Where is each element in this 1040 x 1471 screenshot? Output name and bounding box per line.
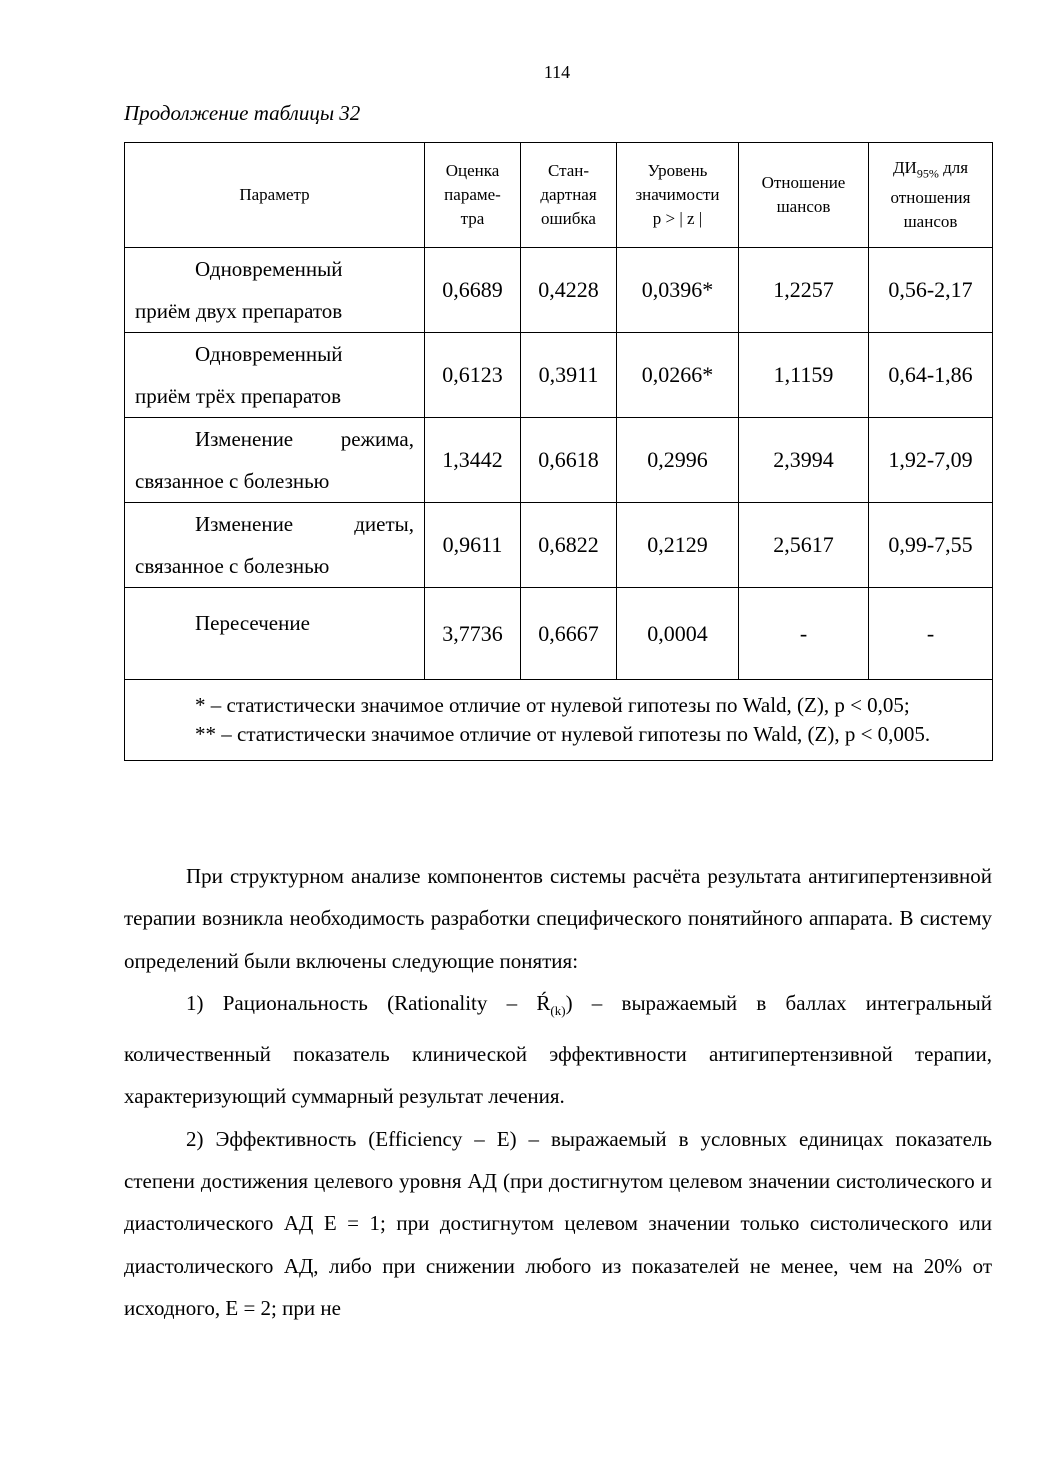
table-row xyxy=(125,588,993,680)
odds-cell: 2,3994 xyxy=(739,418,869,503)
header-significance: Уровень значимости p > | z | xyxy=(617,143,739,248)
ci-cell: 0,56-2,17 xyxy=(869,248,993,333)
pvalue-cell: 0,0266* xyxy=(617,333,739,418)
note-significance-005: * – статистически значимое отличие от нулевой гипотезы по Wald, (Z), p < 0,05; xyxy=(195,693,910,717)
body-text xyxy=(124,855,992,1330)
page-number: 114 xyxy=(543,62,571,82)
table-row xyxy=(125,333,993,418)
header-confidence-interval: $ДИ_{95\%}$ для отношения шансов xyxy=(869,143,993,248)
results-table xyxy=(124,142,993,761)
estimate-cell: 3,7736 xyxy=(425,588,521,680)
odds-cell: - xyxy=(739,588,869,680)
estimate-cell: 0,6123 xyxy=(425,333,521,418)
odds-cell: 1,2257 xyxy=(739,248,869,333)
stderr-cell: 0,4228 xyxy=(521,248,617,333)
ci-cell: 0,64-1,86 xyxy=(869,333,993,418)
pvalue-cell: 0,2129 xyxy=(617,503,739,588)
header-row xyxy=(125,143,993,248)
header-odds-ratio: Отношение шансов xyxy=(739,143,869,248)
param-cell: Изменение диеты, связанное с болезнью xyxy=(125,503,425,588)
ci-cell: - xyxy=(869,588,993,680)
stderr-cell: 0,6667 xyxy=(521,588,617,680)
table-row xyxy=(125,503,993,588)
estimate-cell: 0,6689 xyxy=(425,248,521,333)
paragraph-rationality: 1) Рациональность (Rationality – $Ŕ_{(k)}$) – выражаемый в баллах интегральный количественный показатель клинической эффективности антигипертензивной терапии, характеризующий суммарный результат лечения. xyxy=(124,991,992,1109)
stderr-cell: 0,3911 xyxy=(521,333,617,418)
header-param: Параметр xyxy=(125,143,425,248)
pvalue-cell: 0,0004 xyxy=(617,588,739,680)
table-row xyxy=(125,248,993,333)
pvalue-cell: 0,0396* xyxy=(617,248,739,333)
pvalue-cell: 0,2996 xyxy=(617,418,739,503)
table-row xyxy=(125,418,993,503)
param-cell: Одновременный приём трёх препаратов xyxy=(125,333,425,418)
param-cell: Изменение режима, связанное с болезнью xyxy=(125,418,425,503)
odds-cell: 1,1159 xyxy=(739,333,869,418)
paragraph-intro: При структурном анализе компонентов системы расчёта результата антигипертензивной терапии возникла необходимость разработки специфического понятийного аппарата. В систему определений были включены следующие понятия: xyxy=(124,864,992,973)
odds-cell: 2,5617 xyxy=(739,503,869,588)
stderr-cell: 0,6618 xyxy=(521,418,617,503)
ci-cell: 0,99-7,55 xyxy=(869,503,993,588)
estimate-cell: 0,9611 xyxy=(425,503,521,588)
param-cell: Одновременный приём двух препаратов xyxy=(125,248,425,333)
stderr-cell: 0,6822 xyxy=(521,503,617,588)
note-significance-0005: ** – статистически значимое отличие от нулевой гипотезы по Wald, (Z), p < 0,005. xyxy=(195,722,931,746)
header-stderr: Стан- дартная ошибка xyxy=(521,143,617,248)
estimate-cell: 1,3442 xyxy=(425,418,521,503)
table-caption: Продолжение таблицы 32 xyxy=(124,101,361,125)
notes-row xyxy=(125,680,993,761)
paragraph-efficiency: 2) Эффективность (Efficiency – E) – выражаемый в условных единицах показатель степени достижения целевого уровня АД (при достигнутом целевом значении систолического и диастолического АД E = 1; при достигнутом целевом значении только систолического или диастолического АД, либо при снижении любого из показателей не менее, чем на 20% от исходного, E = 2; при не xyxy=(124,1126,992,1321)
table-notes xyxy=(125,680,993,761)
param-cell: Пересечение xyxy=(125,588,425,680)
ci-cell: 1,92-7,09 xyxy=(869,418,993,503)
header-estimate: Оценка параме- тра xyxy=(425,143,521,248)
